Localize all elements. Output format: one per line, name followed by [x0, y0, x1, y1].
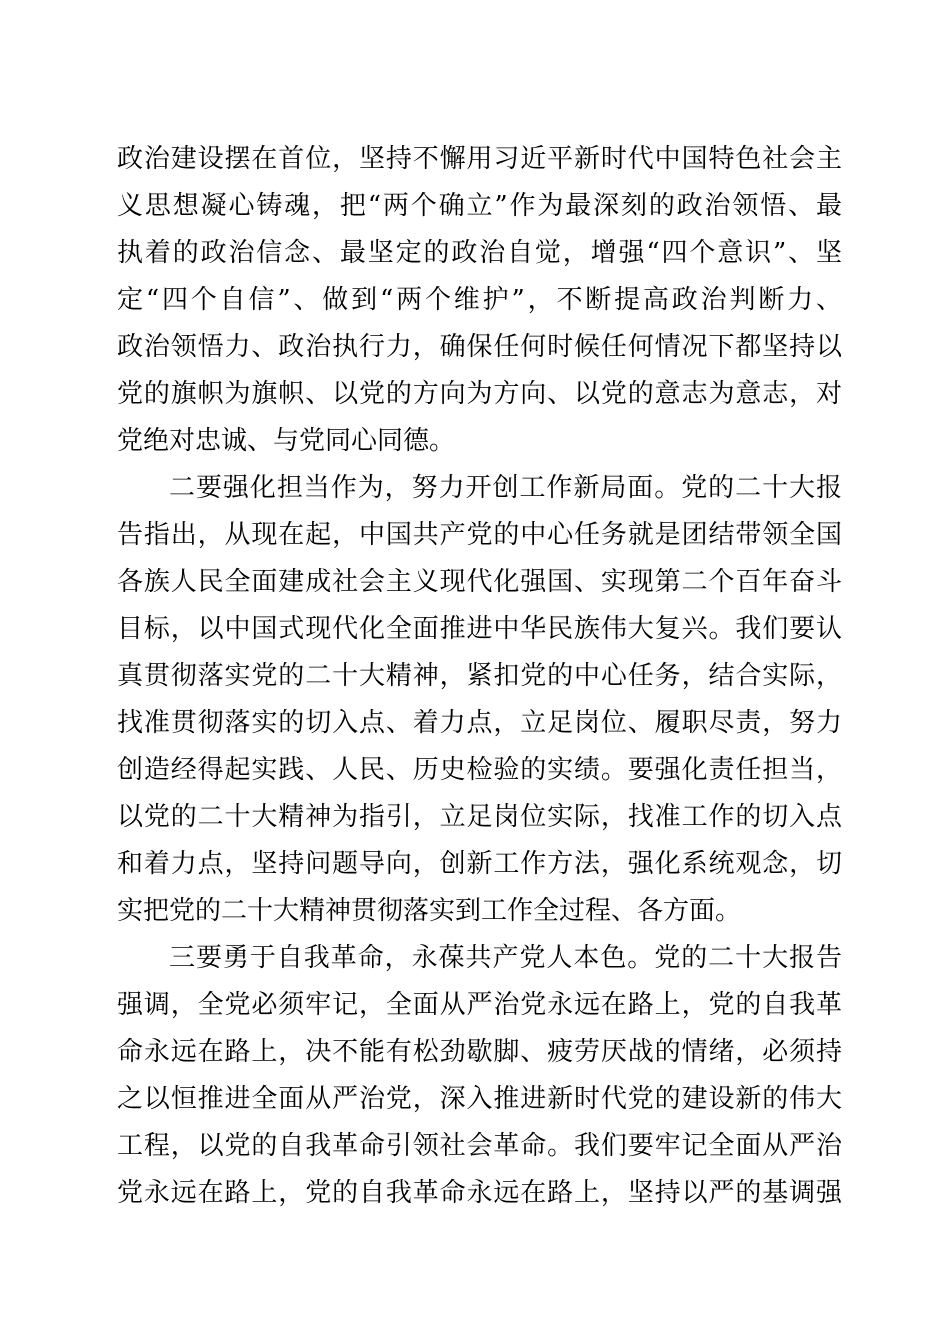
paragraph-line: 党绝对忠诚、与党同心同德。 — [117, 426, 456, 456]
paragraph-line: 执着的政治信念、最坚定的政治自觉，增强“四个意识”、坚 — [117, 238, 842, 268]
paragraph-line: 各族人民全面建成社会主义现代化强国、实现第二个百年奋斗 — [117, 567, 842, 597]
paragraph-line: 义思想凝心铸魂，把“两个确立”作为最深刻的政治领悟、最 — [117, 191, 842, 221]
paragraph-line: 二要强化担当作为，努力开创工作新局面。党的二十大报 — [169, 473, 842, 503]
paragraph-line: 定“四个自信”、做到“两个维护”，不断提高政治判断力、 — [117, 285, 842, 315]
paragraph-line: 和着力点，坚持问题导向，创新工作方法，强化系统观念，切 — [117, 849, 842, 879]
paragraph-line: 之以恒推进全面从严治党，深入推进新时代党的建设新的伟大 — [117, 1084, 842, 1114]
paragraph-line: 以党的二十大精神为指引，立足岗位实际，找准工作的切入点 — [117, 802, 842, 832]
paragraph-line: 党永远在路上，党的自我革命永远在路上，坚持以严的基调强 — [117, 1178, 842, 1208]
paragraph-3 — [117, 935, 842, 1217]
paragraph-line: 三要勇于自我革命，永葆共产党人本色。党的二十大报告 — [169, 943, 842, 973]
paragraph-2 — [117, 465, 842, 935]
paragraph-line: 政治领悟力、政治执行力，确保任何时候任何情况下都坚持以 — [117, 332, 842, 362]
paragraph-line: 告指出，从现在起，中国共产党的中心任务就是团结带领全国 — [117, 520, 842, 550]
paragraph-line: 目标，以中国式现代化全面推进中华民族伟大复兴。我们要认 — [117, 614, 842, 644]
paragraph-line: 政治建设摆在首位，坚持不懈用习近平新时代中国特色社会主 — [117, 144, 842, 174]
paragraph-line: 找准贯彻落实的切入点、着力点，立足岗位、履职尽责，努力 — [117, 708, 842, 738]
paragraph-1 — [117, 136, 842, 465]
paragraph-line: 创造经得起实践、人民、历史检验的实绩。要强化责任担当， — [117, 755, 842, 785]
paragraph-line: 命永远在路上，决不能有松劲歇脚、疲劳厌战的情绪，必须持 — [117, 1037, 842, 1067]
paragraph-line: 工程，以党的自我革命引领社会革命。我们要牢记全面从严治 — [117, 1131, 842, 1161]
paragraph-line: 真贯彻落实党的二十大精神，紧扣党的中心任务，结合实际， — [117, 661, 842, 691]
paragraph-line: 党的旗帜为旗帜、以党的方向为方向、以党的意志为意志，对 — [117, 379, 842, 409]
paragraph-line: 实把党的二十大精神贯彻落实到工作全过程、各方面。 — [117, 896, 742, 926]
document-body — [117, 136, 842, 1217]
paragraph-line: 强调，全党必须牢记，全面从严治党永远在路上，党的自我革 — [117, 990, 842, 1020]
